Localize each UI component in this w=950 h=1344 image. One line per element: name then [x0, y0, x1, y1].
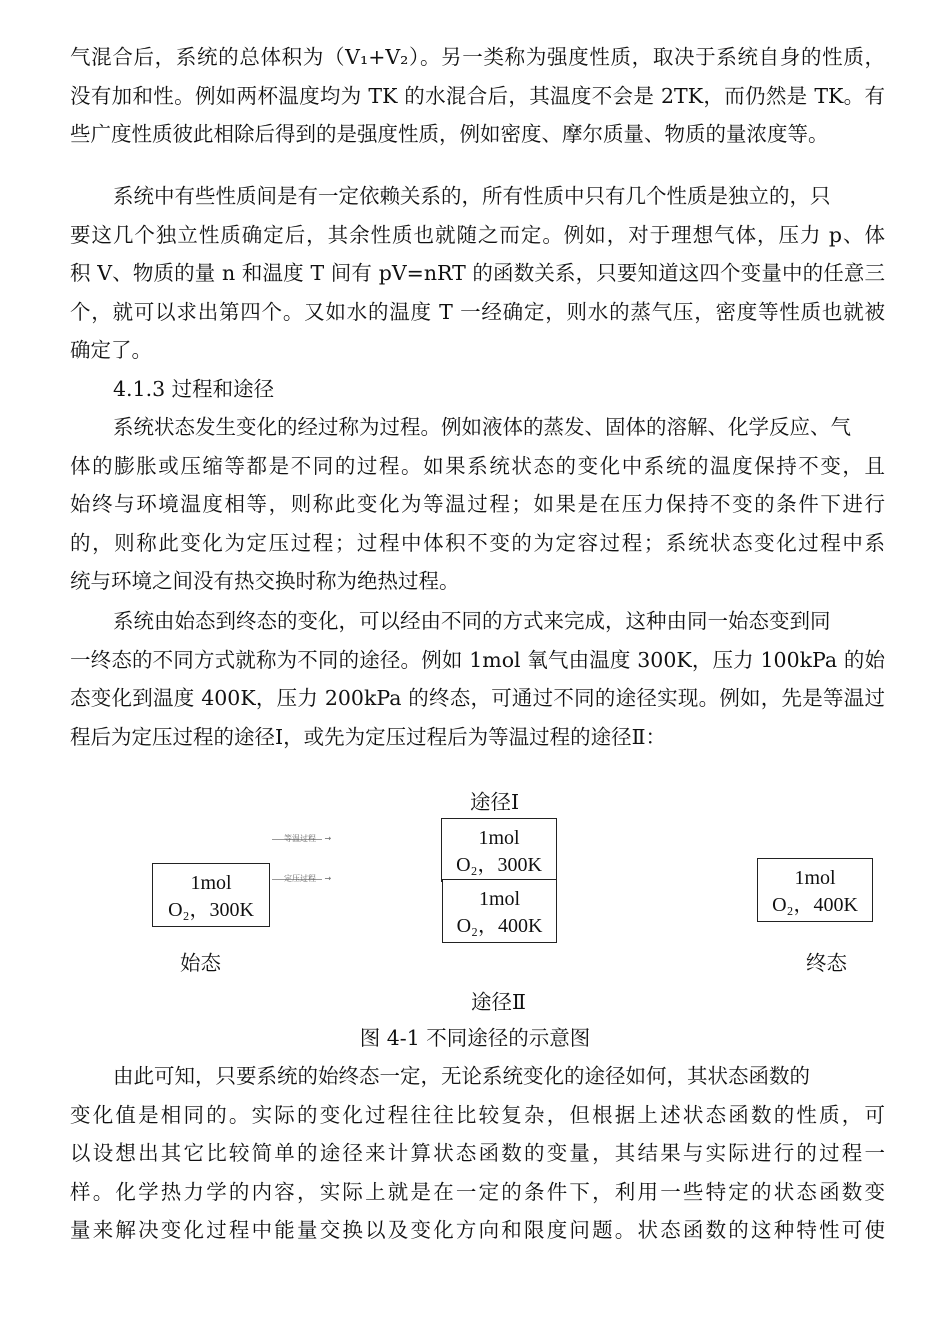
path-one-label: 途径Ⅰ: [470, 790, 520, 814]
text-line: 没有加和性。例如两杯温度均为 TK 的水混合后，其温度不会是 2TK，而仍然是 TK。有: [70, 83, 885, 108]
figure-caption: 图 4-1 不同途径的示意图: [359, 1026, 591, 1050]
text-line: 量来解决变化过程中能量交换以及变化方向和限度问题。状态函数的这种特性可使: [70, 1218, 885, 1242]
text-line: 一终态的不同方式就称为不同的途径。例如 1mol 氧气由温度 300K，压力 100kPa 的始: [70, 647, 885, 672]
final-state-label: 终态: [806, 951, 847, 975]
final-state-box: [757, 858, 873, 922]
initial-state-box: [152, 863, 270, 927]
isobaric-arrow: 定压过程 →: [272, 874, 331, 883]
section-heading: [70, 370, 885, 409]
intermediate-top-amount: 1mol: [478, 827, 520, 849]
text-line: 以设想出其它比较简单的途径来计算状态函数的变量，其结果与实际进行的过程一: [70, 1141, 885, 1165]
text-line: 态变化到温度 400K，压力 200kPa 的终态，可通过不同的途径实现。例如，先是等温过: [70, 686, 885, 710]
final-condition: O₂，400K: [772, 894, 858, 916]
final-amount: 1mol: [794, 867, 836, 889]
initial-state-label: 始态: [180, 951, 221, 975]
paragraph-state-function-conclusion: [70, 1057, 885, 1250]
text-line: 系统由始态到终态的变化，可以经由不同的方式来完成，这种由同一始态变到同: [113, 609, 831, 633]
isothermal-arrow: 等温过程 →: [272, 834, 331, 843]
text-line: 气混合后，系统的总体积为（V₁+V₂）。另一类称为强度性质，取决于系统自身的性质，: [70, 45, 885, 69]
text-line: 变化值是相同的。实际的变化过程往往比较复杂，但根据上述状态函数的性质，可: [70, 1102, 885, 1127]
initial-amount: 1mol: [190, 872, 232, 894]
text-line: 确定了。: [70, 338, 152, 362]
text-line: 系统状态发生变化的经过称为过程。例如液体的蒸发、固体的溶解、化学反应、气: [113, 415, 851, 439]
text-line: 个，就可以求出第四个。又如水的温度 T 一经确定，则水的蒸气压，密度等性质也就被: [70, 299, 885, 324]
section-heading-text: 4.1.3 过程和途径: [113, 377, 275, 401]
intermediate-top-condition: O₂，300K: [456, 854, 542, 876]
intermediate-state-box-bottom: [442, 879, 557, 943]
intermediate-bottom-amount: 1mol: [478, 888, 521, 910]
paragraph-dependent-properties: [70, 177, 885, 370]
text-line: 由此可知，只要系统的始终态一定，无论系统变化的途径如何，其状态函数的: [113, 1064, 810, 1088]
paragraph-paths: [70, 602, 885, 756]
text-line: 程后为定压过程的途径Ⅰ，或先为定压过程后为等温过程的途径Ⅱ：: [70, 724, 667, 749]
paragraph-processes: [70, 408, 885, 601]
text-line: 要这几个独立性质确定后，其余性质也就随之而定。例如，对于理想气体，压力 p、体: [70, 222, 885, 247]
text-line: 些广度性质彼此相除后得到的是强度性质，例如密度、摩尔质量、物质的量浓度等。: [70, 122, 829, 146]
intermediate-state-box-top: [441, 818, 557, 882]
text-line: 体的膨胀或压缩等都是不同的过程。如果系统状态的变化中系统的温度保持不变，且: [70, 453, 885, 478]
text-line: 的，则称此变化为定压过程；过程中体积不变的为定容过程；系统状态变化过程中系: [70, 530, 885, 555]
text-line: 始终与环境温度相等，则称此变化为等温过程；如果是在压力保持不变的条件下进行: [70, 492, 885, 516]
paragraph-extensive-intensive: [70, 38, 885, 154]
text-line: 系统中有些性质间是有一定依赖关系的，所有性质中只有几个性质是独立的，只: [113, 184, 831, 208]
text-line: 统与环境之间没有热交换时称为绝热过程。: [70, 569, 460, 593]
text-line: 积 V、物质的量 n 和温度 T 间有 pV=nRT 的函数关系，只要知道这四个变量中的任意三: [70, 261, 885, 285]
text-line: 样。化学热力学的内容，实际上就是在一定的条件下，利用一些特定的状态函数变: [70, 1179, 885, 1204]
intermediate-bottom-condition: O₂，400K: [456, 915, 543, 937]
isothermal-arrow-label: 等温过程: [284, 834, 316, 843]
isobaric-arrow-label: 定压过程: [284, 874, 316, 883]
path-two-label: 途径Ⅱ: [471, 990, 526, 1014]
initial-condition: O₂，300K: [168, 899, 254, 921]
